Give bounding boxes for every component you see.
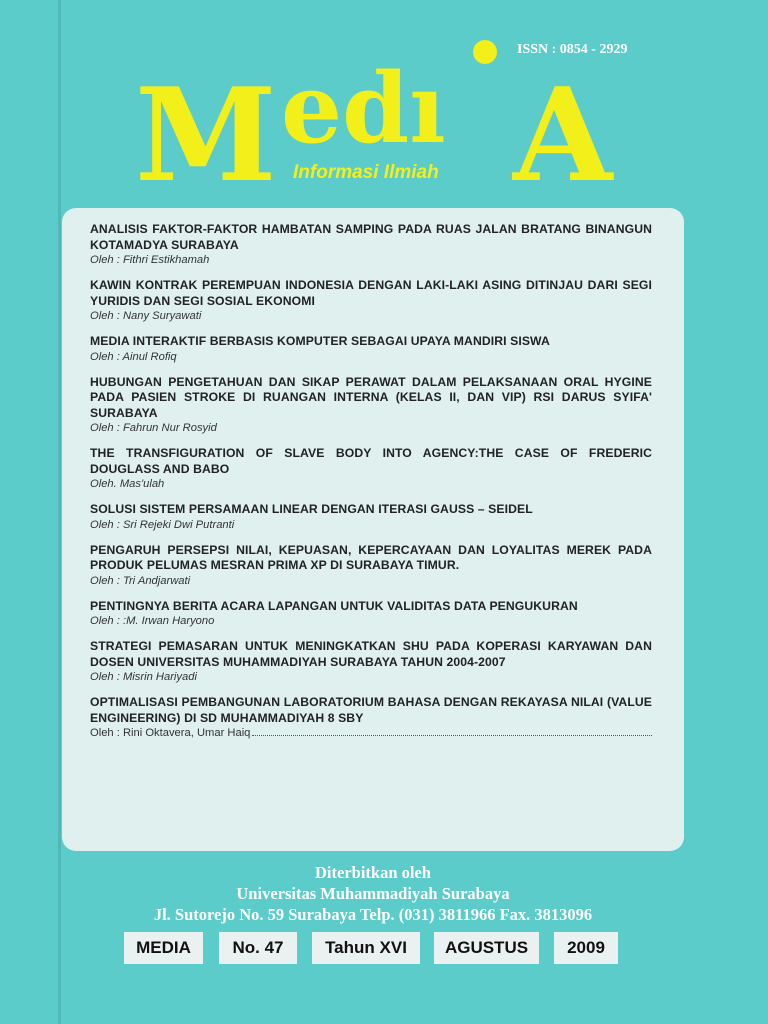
article-title: STRATEGI PEMASARAN UNTUK MENINGKATKAN SHU PADA KOPERASI KARYAWAN DAN DOSEN UNIVERSITAS MUHAMMADIYAH SURABAYA TAHUN 2004-2007	[90, 639, 652, 669]
article-author	[90, 726, 652, 740]
article-entry	[90, 334, 652, 364]
masthead-letters-edi: edı	[281, 52, 446, 165]
masthead-subtitle: Informasi Ilmiah	[293, 162, 439, 183]
article-title: THE TRANSFIGURATION OF SLAVE BODY INTO AGENCY:THE CASE OF FREDERIC DOUGLASS AND BABO	[90, 446, 652, 476]
publisher-line-2: Universitas Muhammadiyah Surabaya	[236, 884, 510, 903]
article-author: Oleh : Nany Suryawati	[90, 310, 202, 322]
masthead-i-dot	[473, 40, 497, 64]
article-author: Oleh : Tri Andjarwati	[90, 574, 191, 587]
issn-label: ISSN : 0854 - 2929	[517, 42, 628, 57]
article-entry	[90, 639, 652, 684]
footer-month: AGUSTUS	[434, 932, 539, 964]
article-title: OPTIMALISASI PEMBANGUNAN LABORATORIUM BAHASA DENGAN REKAYASA NILAI (VALUE ENGINEERING) DI SD MUHAMMADIYAH 8 SBY	[90, 695, 652, 725]
article-title: MEDIA INTERAKTIF BERBASIS KOMPUTER SEBAGAI UPAYA MANDIRI SISWA	[90, 334, 550, 348]
masthead-logo	[133, 38, 633, 188]
publisher-line-1: Diterbitkan oleh	[315, 863, 431, 882]
publisher-info	[62, 862, 684, 925]
article-title: PENGARUH PERSEPSI NILAI, KEPUASAN, KEPERCAYAAN DAN LOYALITAS MEREK PADA PRODUK PELUMAS MESRAN PRIMA XP DI SURABAYA TIMUR.	[90, 542, 652, 572]
masthead-letter-m: M	[135, 61, 277, 188]
article-author: Oleh : Fahrun Nur Rosyid	[90, 422, 217, 434]
article-author: Oleh : Sri Rejeki Dwi Putranti	[90, 518, 235, 531]
article-title: KAWIN KONTRAK PEREMPUAN INDONESIA DENGAN LAKI-LAKI ASING DITINJAU DARI SEGI YURIDIS DAN SEGI SOSIAL EKONOMI	[90, 278, 652, 308]
footer-issue-number: No. 47	[219, 932, 297, 964]
article-author: Oleh : :M. Irwan Haryono	[90, 615, 215, 627]
footer-journal-name: MEDIA	[124, 932, 203, 964]
footer-year: 2009	[554, 932, 618, 964]
article-author: Oleh. Mas'ulah	[90, 478, 165, 490]
article-entry	[90, 446, 652, 491]
footer-volume-year: Tahun XVI	[312, 932, 420, 964]
masthead-letter-a: A	[513, 61, 613, 188]
article-author: Oleh : Fithri Estikhamah	[90, 254, 210, 266]
article-author-text: Oleh : Rini Oktavera, Umar Haiq	[90, 727, 251, 739]
article-entry	[90, 375, 652, 436]
article-entry	[90, 278, 652, 323]
dotted-leader	[252, 726, 652, 736]
article-entry	[90, 502, 652, 532]
article-entry	[90, 543, 652, 588]
article-author: Oleh : Misrin Hariyadi	[90, 671, 197, 683]
article-title: ANALISIS FAKTOR-FAKTOR HAMBATAN SAMPING PADA RUAS JALAN BRATANG BINANGUN KOTAMADYA SURABAYA	[90, 222, 652, 252]
article-title: PENTINGNYA BERITA ACARA LAPANGAN UNTUK VALIDITAS DATA PENGUKURAN	[90, 598, 578, 613]
cover-spine-line	[58, 0, 61, 1024]
article-list	[90, 222, 652, 740]
publisher-address: Jl. Sutorejo No. 59 Surabaya Telp. (031) 3811966 Fax. 3813096	[153, 905, 593, 924]
article-entry	[90, 222, 652, 267]
table-of-contents	[62, 208, 684, 851]
article-entry	[90, 695, 652, 740]
article-title: SOLUSI SISTEM PERSAMAAN LINEAR DENGAN ITERASI GAUSS – SEIDEL	[90, 502, 533, 516]
article-author: Oleh : Ainul Rofiq	[90, 350, 177, 363]
article-title: HUBUNGAN PENGETAHUAN DAN SIKAP PERAWAT DALAM PELAKSANAAN ORAL HYGINE PADA PASIEN STROKE DI RUANGAN INTERNA (KELAS II, DAN VIP) RSI DARUS SYIFA' SURABAYA	[90, 374, 652, 420]
article-entry	[90, 599, 652, 629]
